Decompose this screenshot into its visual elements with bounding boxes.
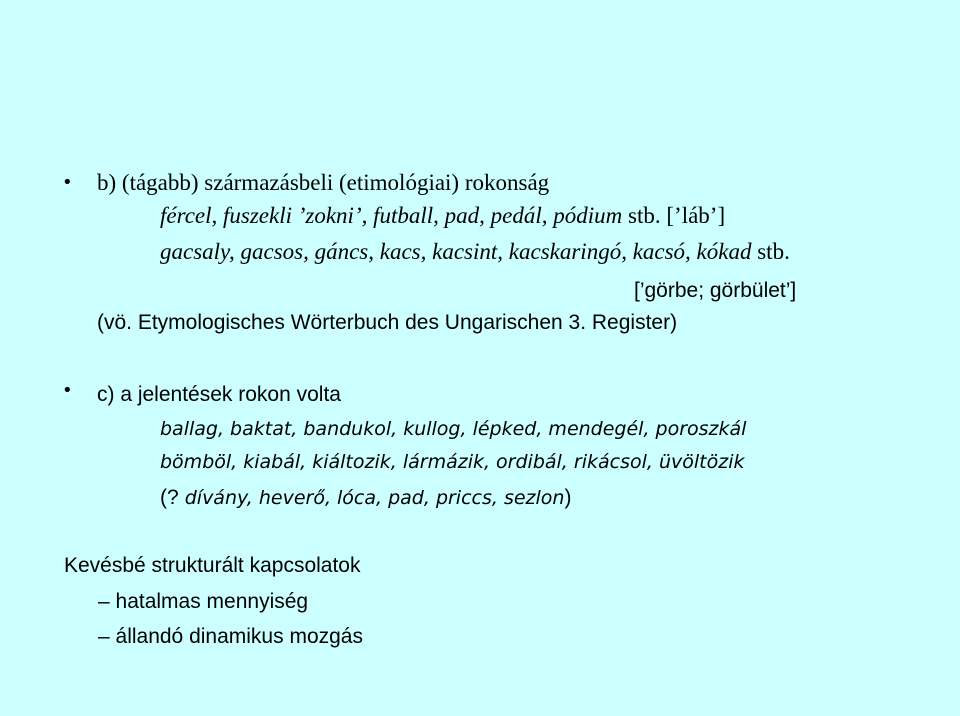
bullet-b: • — [62, 172, 73, 193]
section-b-line-1-examples: fércel, fuszekli ’zokni’, futball, pad, pedál, pódium — [160, 203, 623, 228]
section-c-line-3 — [160, 487, 571, 508]
section-b-line-2-stb: stb. — [751, 239, 790, 264]
section-b-gloss: [’görbe; görbület’] — [634, 279, 797, 302]
bullet-c: • — [62, 380, 73, 401]
footer-title: Kevésbé strukturált kapcsolatok — [64, 554, 361, 577]
footer-item-1: – hatalmas mennyiség — [98, 590, 309, 613]
section-b-line-1 — [160, 204, 725, 227]
section-b-heading: b) (tágabb) származásbeli (etimológiai) rokonság — [97, 170, 550, 195]
section-c-line-1: ballag, baktat, bandukol, kullog, lépked, mendegél, poroszkál — [160, 418, 747, 440]
section-c-line-3-examples: dívány, heverő, lóca, pad, priccs, sezlon — [178, 487, 565, 509]
section-c-heading: c) a jelentések rokon volta — [97, 383, 341, 406]
section-c-line-2: bömböl, kiabál, kiáltozik, lármázik, ordibál, rikácsol, üvöltözik — [160, 451, 745, 473]
section-b-reference: (vö. Etymologisches Wörterbuch des Ungarischen 3. Register) — [97, 311, 678, 334]
section-b-line-2 — [160, 240, 790, 263]
section-c-line-3-open: (? — [160, 486, 179, 509]
section-c-line-3-close: ) — [564, 486, 572, 509]
footer-item-2: – állandó dinamikus mozgás — [98, 625, 363, 648]
section-b-line-2-examples: gacsaly, gacsos, gáncs, kacs, kacsint, kacskaringó, kacsó, kókad — [160, 239, 752, 264]
section-b-line-1-gloss: stb. [’láb’] — [622, 203, 726, 228]
